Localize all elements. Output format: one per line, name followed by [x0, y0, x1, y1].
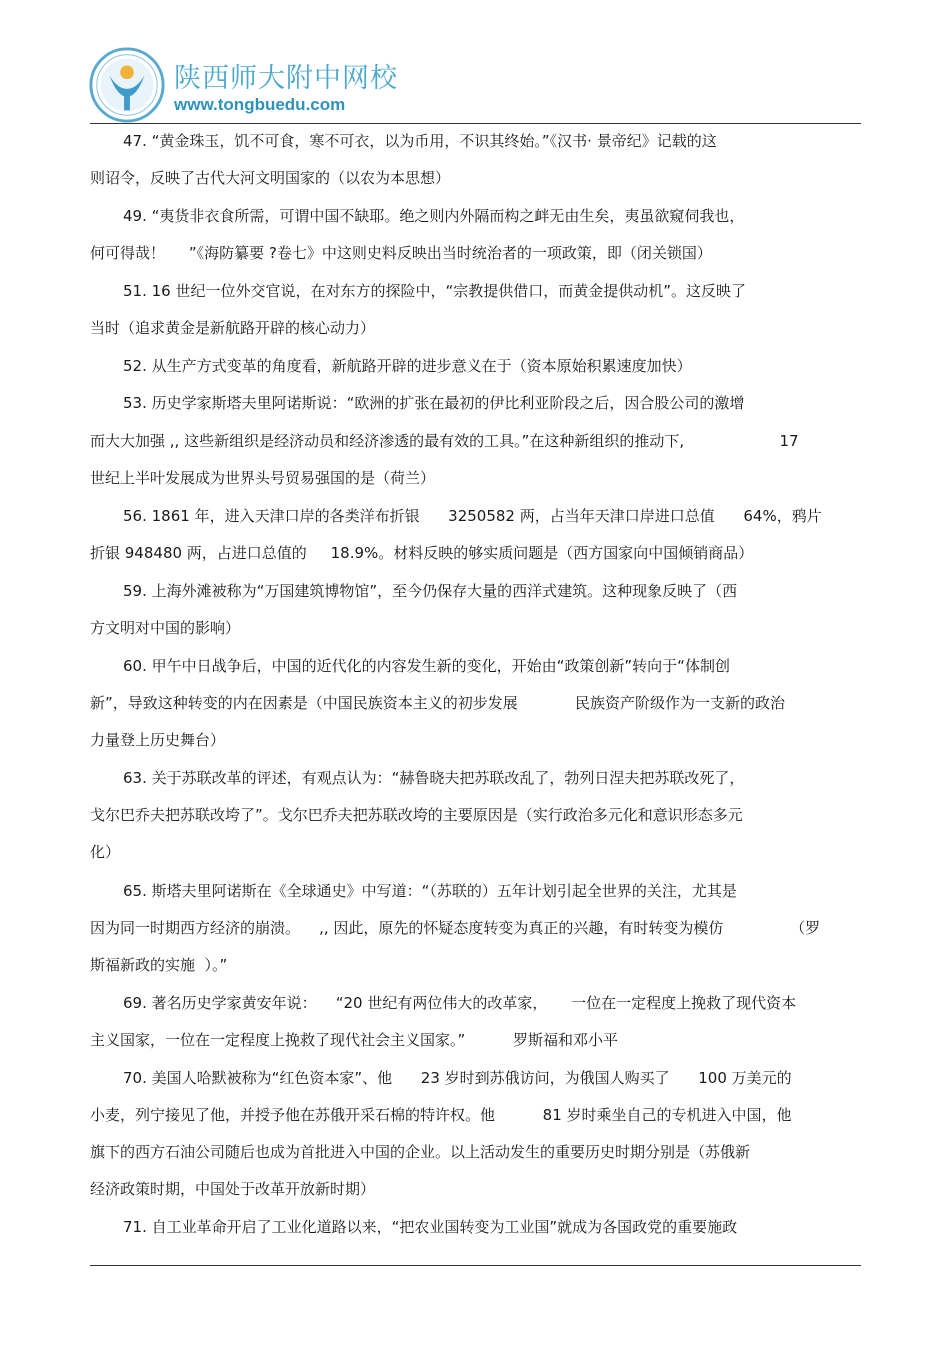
text-line: 折银 948480 两，占进口总值的 18.9%。材料反映的够实质问题是（西方国家向中国倾销商品） — [90, 544, 754, 562]
text-line: 何可得哉！ ”《海防纂要 ?卷七》中这则史料反映出当时统治者的一项政策，即（闭关锁国） — [90, 244, 712, 262]
text-line: 主义国家，一位在一定程度上挽救了现代社会主义国家。” 罗斯福和邓小平 — [90, 1031, 618, 1049]
text-line: 60. 甲午中日战争后，中国的近代化的内容发生新的变化，开始由“政策创新”转向于“体制创 — [123, 657, 730, 675]
text-line: 56. 1861 年，进入天津口岸的各类洋布折银 3250582 两，占当年天津口岸进口总值 64%，鸦片 — [123, 507, 822, 525]
text-line: 世纪上半叶发展成为世界头号贸易强国的是（荷兰） — [90, 469, 436, 487]
text-line: 当时（追求黄金是新航路开辟的核心动力） — [90, 319, 376, 337]
text-line: 旗下的西方石油公司随后也成为首批进入中国的企业。以上活动发生的重要历史时期分别是（苏俄新 — [90, 1143, 751, 1161]
text-line: 则诏令，反映了古代大河文明国家的（以农为本思想） — [90, 169, 451, 187]
header-divider — [90, 123, 861, 124]
text-line: 小麦，列宁接见了他，并授予他在苏俄开采石棉的特许权。他 81 岁时乘坐自己的专机进入中国，他 — [90, 1106, 792, 1124]
text-line: 方文明对中国的影响） — [90, 619, 241, 637]
text-line: 化） — [90, 843, 121, 861]
text-line: 70. 美国人哈默被称为“红色资本家”、他 23 岁时到苏俄访问，为俄国人购买了 100 万美元的 — [123, 1069, 792, 1087]
text-line: 65. 斯塔夫里阿诺斯在《全球通史》中写道：“（苏联的）五年计划引起全世界的关注，尤其是 — [123, 882, 737, 900]
text-line: 59. 上海外滩被称为“万国建筑博物馆”，至今仍保存大量的西洋式建筑。这种现象反映了（西 — [123, 582, 738, 600]
text-line: 52. 从生产方式变革的角度看，新航路开辟的进步意义在于（资本原始积累速度加快） — [123, 357, 692, 375]
text-line: 51. 16 世纪一位外交官说，在对东方的探险中，“宗教提供借口，而黄金提供动机”。这反映了 — [123, 282, 747, 300]
text-line: 49. “夷货非衣食所需，可谓中国不缺耶。绝之则内外隔而构之衅无由生矣，夷虽欲窥伺我也， — [123, 207, 745, 225]
text-line: 因为同一时期西方经济的崩溃。 ,, 因此，原先的怀疑态度转变为真正的兴趣，有时转变为模仿 （罗 — [90, 919, 821, 937]
footer-divider — [90, 1265, 861, 1266]
text-line: 经济政策时期，中国处于改革开放新时期） — [90, 1180, 376, 1198]
text-line: 47. “黄金珠玉，饥不可食，寒不可衣，以为币用，不识其终始。”《汉书· 景帝纪》记载的这 — [123, 132, 717, 150]
text-line: 戈尔巴乔夫把苏联改垮了”。戈尔巴乔夫把苏联改垮的主要原因是（实行政治多元化和意识形态多元 — [90, 806, 743, 824]
text-line: 69. 著名历史学家黄安年说： “20 世纪有两位伟大的改革家， 一位在一定程度上挽救了现代资本 — [123, 994, 797, 1012]
text-line: 力量登上历史舞台） — [90, 731, 226, 749]
text-line: 63. 关于苏联改革的评述，有观点认为：“赫鲁晓夫把苏联改乱了，勃列日涅夫把苏联改死了， — [123, 769, 745, 787]
text-line: 而大大加强 ,, 这些新组织是经济动员和经济渗透的最有效的工具。”在这种新组织的推动下, 17 — [90, 432, 799, 450]
school-logo-icon — [88, 46, 166, 124]
site-header — [88, 38, 528, 122]
brand-name: 陕西师大附中网校 — [174, 63, 398, 94]
text-line: 斯福新政的实施 ）。” — [90, 956, 228, 974]
text-line: 新”，导致这种转变的内在因素是（中国民族资本主义的初步发展 民族资产阶级作为一支新的政治 — [90, 694, 785, 712]
text-line: 53. 历史学家斯塔夫里阿诺斯说：“欧洲的扩张在最初的伊比利亚阶段之后，因合股公司的激增 — [123, 394, 745, 412]
text-line: 71. 自工业革命开启了工业化道路以来，“把农业国转变为工业国”就成为各国政党的重要施政 — [123, 1218, 738, 1236]
brand-url: www.tongbuedu.com — [174, 95, 346, 114]
